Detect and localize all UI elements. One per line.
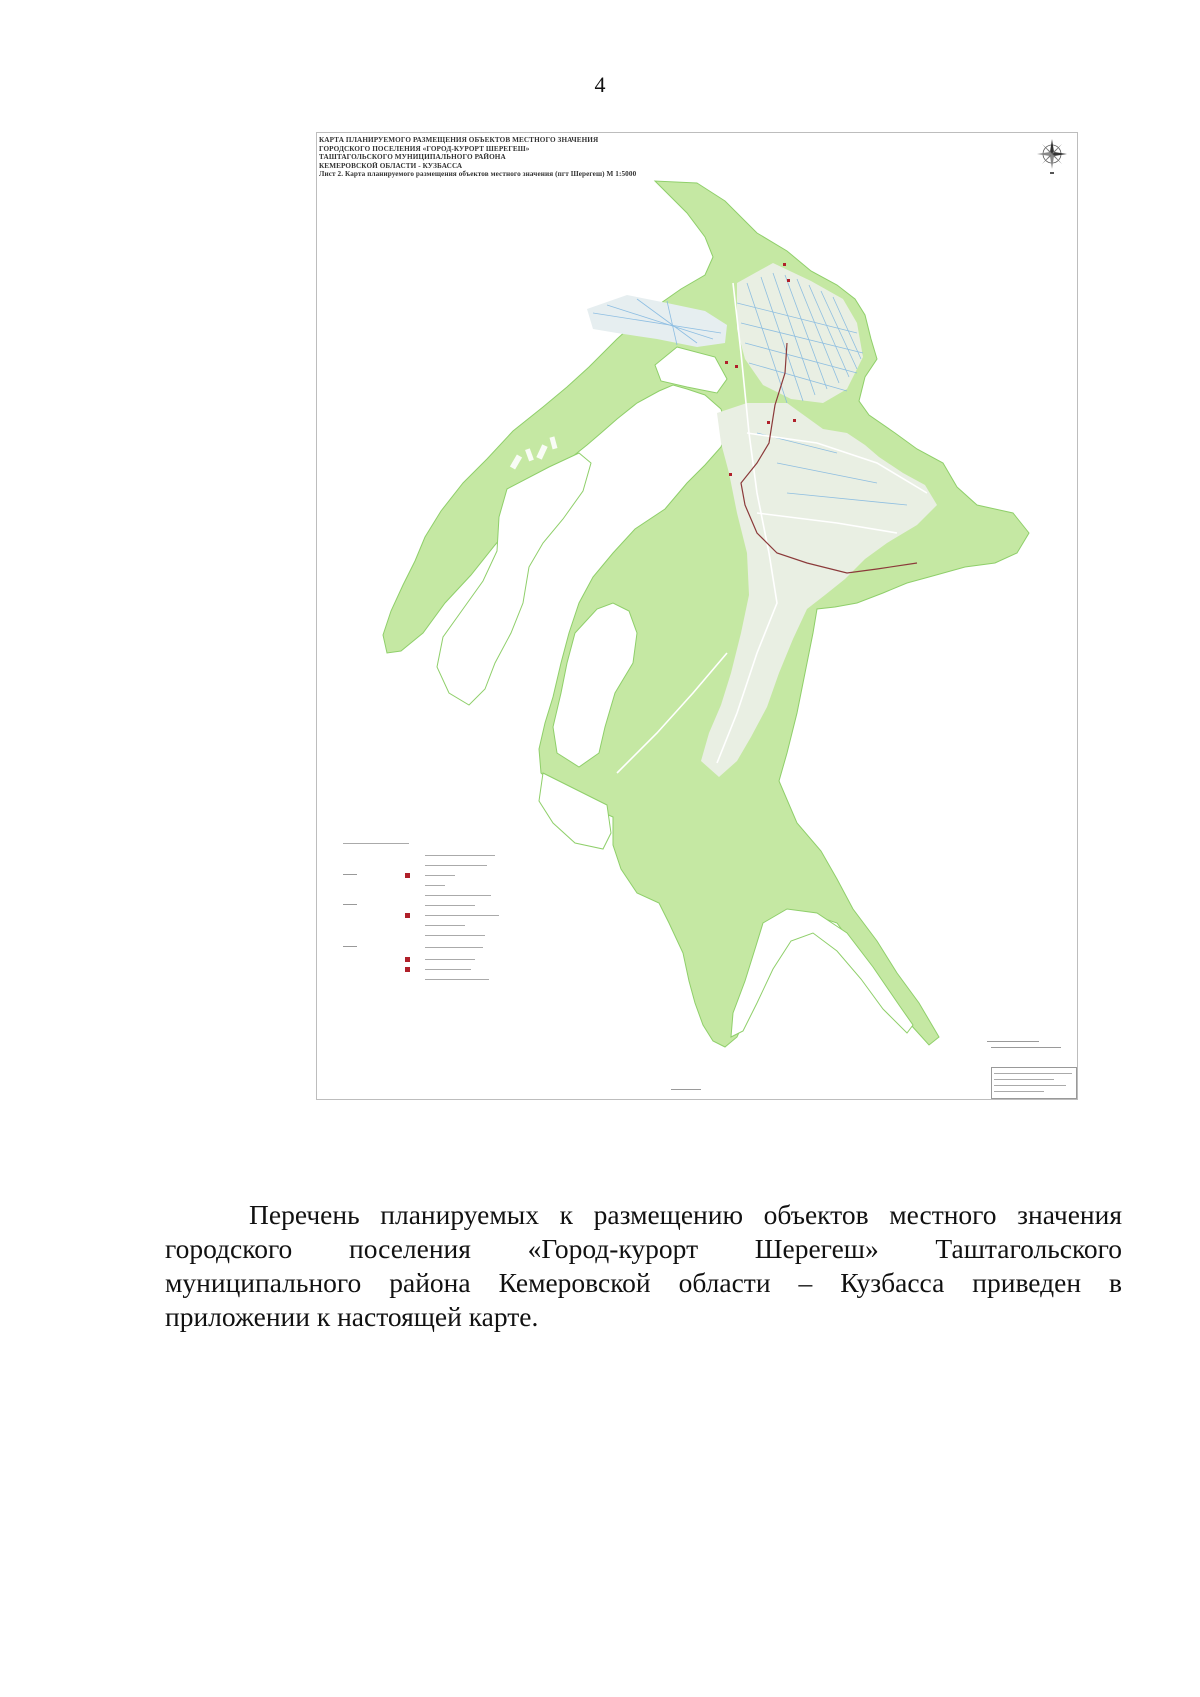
- page-number: 4: [594, 72, 606, 97]
- title-block: [991, 1067, 1077, 1099]
- map-title-line: ГОРОДСКОГО ПОСЕЛЕНИЯ «ГОРОД-КУРОРТ ШЕРЕГЕШ»: [319, 144, 530, 153]
- map-legend: [343, 841, 513, 983]
- scale-bar: [987, 1039, 1065, 1051]
- compass-rose-icon: [1035, 137, 1069, 177]
- map-title-line: ТАШТАГОЛЬСКОГО МУНИЦИПАЛЬНОГО РАЙОНА: [319, 153, 506, 162]
- map-figure: [316, 132, 1078, 1100]
- scale-caption: [671, 1089, 701, 1090]
- body-paragraph: Перечень планируемых к размещению объектов местного значения городского поселения «Город-курорт Шерегеш» Таштагольского муниципального района Кемеровской области – Кузбасса приведен в приложении к настоящей карте.: [165, 1198, 1122, 1332]
- map-title: [319, 136, 689, 179]
- map-title-line: КАРТА ПЛАНИРУЕМОГО РАЗМЕЩЕНИЯ ОБЪЕКТОВ МЕСТНОГО ЗНАЧЕНИЯ: [319, 136, 599, 144]
- map-title-line: Лист 2. Карта планируемого размещения объектов местного значения (пгт Шерегеш) М 1:5000: [319, 170, 637, 179]
- map-title-line: КЕМЕРОВСКОЙ ОБЛАСТИ - КУЗБАССА: [319, 161, 463, 170]
